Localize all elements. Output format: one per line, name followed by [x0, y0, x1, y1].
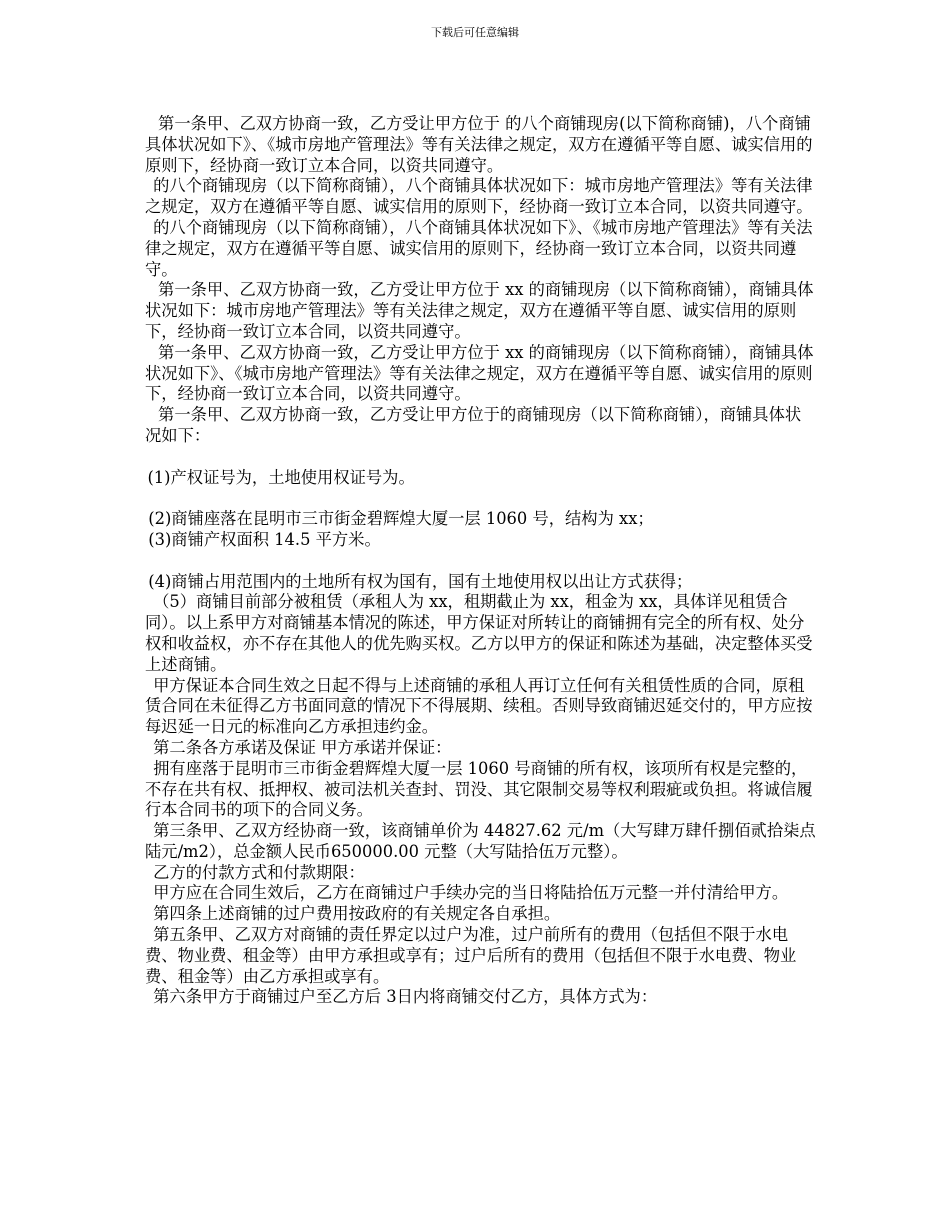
list-item: （5）商铺目前部分被租赁（承租人为 xx，租期截止为 xx，租金为 xx，具体详见租赁合同）。以上系甲方对商铺基本情况的陈述，甲方保证对所转让的商铺拥有完全的所有权、处分权和收益权，亦不存在其他人的优先购买权。乙方以甲方的保证和陈述为基础，决定整体买受上述商铺。 — [145, 592, 813, 674]
paragraph: 的八个商铺现房（以下简称商铺），八个商铺具体状况如下：城市房地产管理法》等有关法律之规定，双方在遵循平等自愿、诚实信用的原则下，经协商一致订立本合同，以资共同遵守。 — [145, 176, 813, 217]
paragraph: 第一条甲、乙双方协商一致，乙方受让甲方位于 xx 的商铺现房（以下简称商铺），商铺具体状况如下》、《城市房地产管理法》等有关法律之规定，双方在遵循平等自愿、诚实信用的原则下，经协商一致订立本合同，以资共同遵守。 — [145, 342, 814, 404]
paragraph: 第一条甲、乙双方协商一致，乙方受让甲方位于 xx 的商铺现房（以下简称商铺），商铺具体状况如下：城市房地产管理法》等有关法律之规定，双方在遵循平等自愿、诚实信用的原则下，经协商一致订立本合同，以资共同遵守。 — [145, 280, 814, 341]
page-header: 下载后可任意编辑 — [431, 26, 519, 39]
paragraph: 第五条甲、乙双方对商铺的责任界定以过户为准，过户前所有的费用（包括但不限于水电费、物业费、租金等）由甲方承担或享有；过户后所有的费用（包括但不限于水电费、物业费、租金等）由乙方承担或享有。 — [145, 925, 797, 986]
list-item: (1)产权证号为，土地使用权证号为。 — [147, 467, 415, 487]
paragraph: 第四条上述商铺的过户费用按政府的有关规定各自承担。 — [153, 904, 561, 924]
paragraph: 甲方保证本合同生效之日起不得与上述商铺的承租人再订立任何有关租赁性质的合同，原租赁合同在未征得乙方书面同意的情况下不得展期、续租。否则导致商铺迟延交付的，甲方应按每迟延一日元的标准向乙方承担违约金。 — [145, 675, 813, 737]
paragraph: 乙方的付款方式和付款期限： — [153, 862, 365, 882]
paragraph: 拥有座落于昆明市三市街金碧辉煌大厦一层 1060 号商铺的所有权，该项所有权是完整的，不存在共有权、抵押权、被司法机关查封、罚没、其它限制交易等权利瑕疵或负担。将诚信履行本合同书的项下的合同义务。 — [145, 758, 813, 820]
list-item: (2)商铺座落在昆明市三市街金碧辉煌大厦一层 1060 号，结构为 xx； — [148, 509, 654, 529]
paragraph: 第一条甲、乙双方协商一致，乙方受让甲方位于 的八个商铺现房(以下简称商铺)，八个商铺具体状况如下》、《城市房地产管理法》等有关法律之规定，双方在遵循平等自愿、诚实信用的原则下，经协商一致订立本合同，以资共同遵守。 — [145, 114, 813, 175]
paragraph: 第二条各方承诺及保证 甲方承诺并保证： — [153, 737, 452, 757]
list-item: (3)商铺产权面积 14.5 平方米。 — [148, 529, 381, 549]
list-item: (4)商铺占用范围内的土地所有权为国有，国有土地使用权以出让方式获得； — [148, 571, 693, 591]
paragraph: 的八个商铺现房（以下简称商铺），八个商铺具体状况如下》、《城市房地产管理法》等有关法律之规定，双方在遵循平等自愿、诚实信用的原则下，经协商一致订立本合同，以资共同遵守。 — [145, 217, 813, 279]
paragraph: 第一条甲、乙双方协商一致，乙方受让甲方位于的商铺现房（以下简称商铺），商铺具体状况如下： — [145, 405, 802, 445]
paragraph: 第三条甲、乙双方经协商一致，该商铺单价为 44827.62 元/m（大写肆万肆仟捌佰贰拾柒点陆元/m2），总金额人民币650000.00 元整（大写陆拾伍万元整）。 — [145, 821, 816, 861]
paragraph: 甲方应在合同生效后，乙方在商铺过户手续办完的当日将陆拾伍万元整一并付清给甲方。 — [153, 883, 789, 903]
paragraph: 第六条甲方于商铺过户至乙方后 3日内将商铺交付乙方，具体方式为： — [153, 987, 658, 1007]
document-body — [145, 114, 817, 1008]
